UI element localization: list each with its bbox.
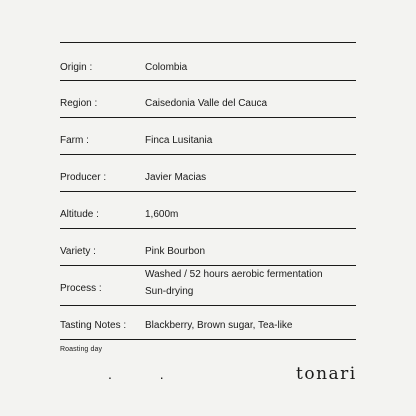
row-divider — [60, 228, 356, 229]
tasting-notes-label: Tasting Notes : — [60, 320, 127, 331]
altitude-label: Altitude : — [60, 209, 99, 220]
row-divider — [60, 305, 356, 306]
process-value — [145, 266, 323, 300]
variety-label: Variety : — [60, 246, 96, 257]
row-divider — [60, 80, 356, 81]
altitude-value: 1,600m — [145, 209, 179, 220]
region-value: Caisedonia Valle del Cauca — [145, 98, 268, 109]
farm-label: Farm : — [60, 135, 89, 146]
producer-value: Javier Macias — [145, 172, 207, 183]
variety-row — [60, 243, 356, 261]
process-value-line: Sun-drying — [145, 286, 194, 297]
region-row — [60, 95, 356, 113]
roasting-day-label: Roasting day — [60, 346, 103, 353]
row-divider — [60, 191, 356, 192]
top-rule — [60, 42, 356, 43]
origin-row — [60, 59, 356, 77]
brand-logo: tonari — [296, 364, 357, 384]
row-divider — [60, 154, 356, 155]
tasting-notes-row — [60, 317, 356, 335]
origin-label: Origin : — [60, 62, 93, 73]
process-label: Process : — [60, 283, 102, 294]
coffee-info-card — [60, 0, 356, 416]
region-label: Region : — [60, 98, 98, 109]
producer-row — [60, 169, 356, 187]
variety-value: Pink Bourbon — [145, 246, 206, 257]
roasting-day-value: . . — [108, 366, 186, 382]
tasting-notes-value: Blackberry, Brown sugar, Tea-like — [145, 320, 293, 331]
farm-row — [60, 132, 356, 150]
altitude-row — [60, 206, 356, 224]
producer-label: Producer : — [60, 172, 107, 183]
farm-value: Finca Lusitania — [145, 135, 213, 146]
process-row — [60, 266, 356, 306]
row-divider — [60, 117, 356, 118]
bottom-rule — [60, 339, 356, 340]
process-value-line: Washed / 52 hours aerobic fermentation — [145, 269, 323, 280]
origin-value: Colombia — [145, 62, 188, 73]
